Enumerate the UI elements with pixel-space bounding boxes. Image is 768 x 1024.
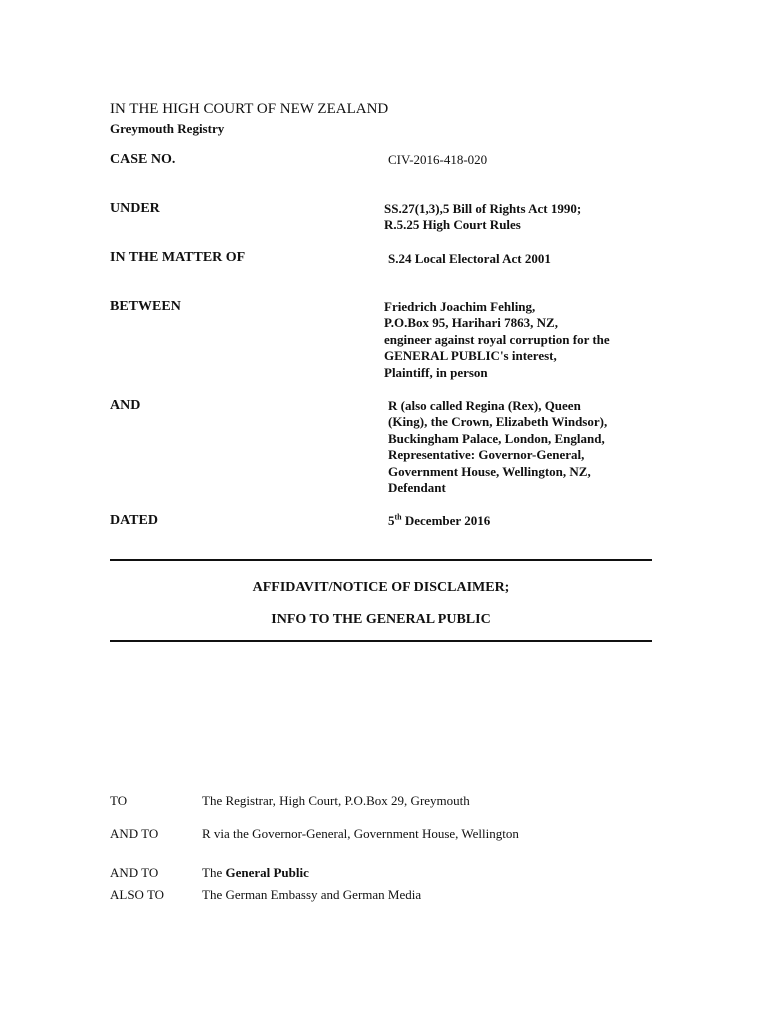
dated-suffix: th: [394, 512, 402, 522]
between-line: engineer against royal corruption for the: [384, 331, 610, 347]
and-line: (King), the Crown, Elizabeth Windsor),: [388, 414, 608, 430]
and-line: Representative: Governor-General,: [388, 447, 585, 463]
matter-label: IN THE MATTER OF: [110, 250, 246, 265]
and-label: AND: [110, 398, 141, 413]
addressee-label: TO: [110, 793, 128, 808]
under-line: SS.27(1,3),5 Bill of Rights Act 1990;: [384, 201, 582, 216]
court-title: IN THE HIGH COURT OF NEW ZEALAND: [110, 101, 389, 117]
and-line: Government House, Wellington, NZ,: [388, 463, 591, 479]
addressee-bold: General Public: [225, 865, 309, 880]
divider-top: [110, 559, 652, 561]
addressee-label: AND TO: [110, 865, 159, 880]
dated-value: [388, 513, 490, 529]
registry-name: Greymouth Registry: [110, 121, 225, 136]
and-line: Buckingham Palace, London, England,: [388, 430, 605, 446]
addressee-label: ALSO TO: [110, 887, 165, 902]
and-line: Defendant: [388, 480, 446, 496]
addressee-value: R via the Governor-General, Government House, Wellington: [202, 826, 519, 841]
case-no-value: CIV-2016-418-020: [388, 152, 488, 167]
between-label: BETWEEN: [110, 299, 181, 314]
under-line: R.5.25 High Court Rules: [384, 217, 521, 233]
and-line: R (also called Regina (Rex), Queen: [388, 398, 581, 413]
document-title-line2: INFO TO THE GENERAL PUBLIC: [271, 612, 491, 627]
matter-value: S.24 Local Electoral Act 2001: [388, 251, 551, 266]
addressee-value: [202, 865, 309, 881]
addressee-label: AND TO: [110, 826, 159, 841]
between-line: Plaintiff, in person: [384, 364, 488, 380]
dated-rest: December 2016: [401, 513, 491, 528]
document-title-line1: AFFIDAVIT/NOTICE OF DISCLAIMER;: [252, 580, 510, 595]
under-value: [384, 201, 581, 234]
between-line: GENERAL PUBLIC's interest,: [384, 348, 557, 364]
between-line: P.O.Box 95, Harihari 7863, NZ,: [384, 315, 558, 331]
case-no-label: CASE NO.: [110, 152, 176, 167]
under-label: UNDER: [110, 201, 160, 216]
and-value: [388, 398, 607, 496]
addressee-prefix: The: [202, 865, 226, 880]
dated-label: DATED: [110, 513, 158, 528]
between-line: Friedrich Joachim Fehling,: [384, 299, 536, 314]
dated-day: 5: [388, 513, 395, 528]
between-value: [384, 299, 610, 381]
divider-bottom: [110, 640, 652, 642]
addressee-value: The Registrar, High Court, P.O.Box 29, Greymouth: [202, 793, 470, 808]
addressee-value: The German Embassy and German Media: [202, 887, 422, 902]
